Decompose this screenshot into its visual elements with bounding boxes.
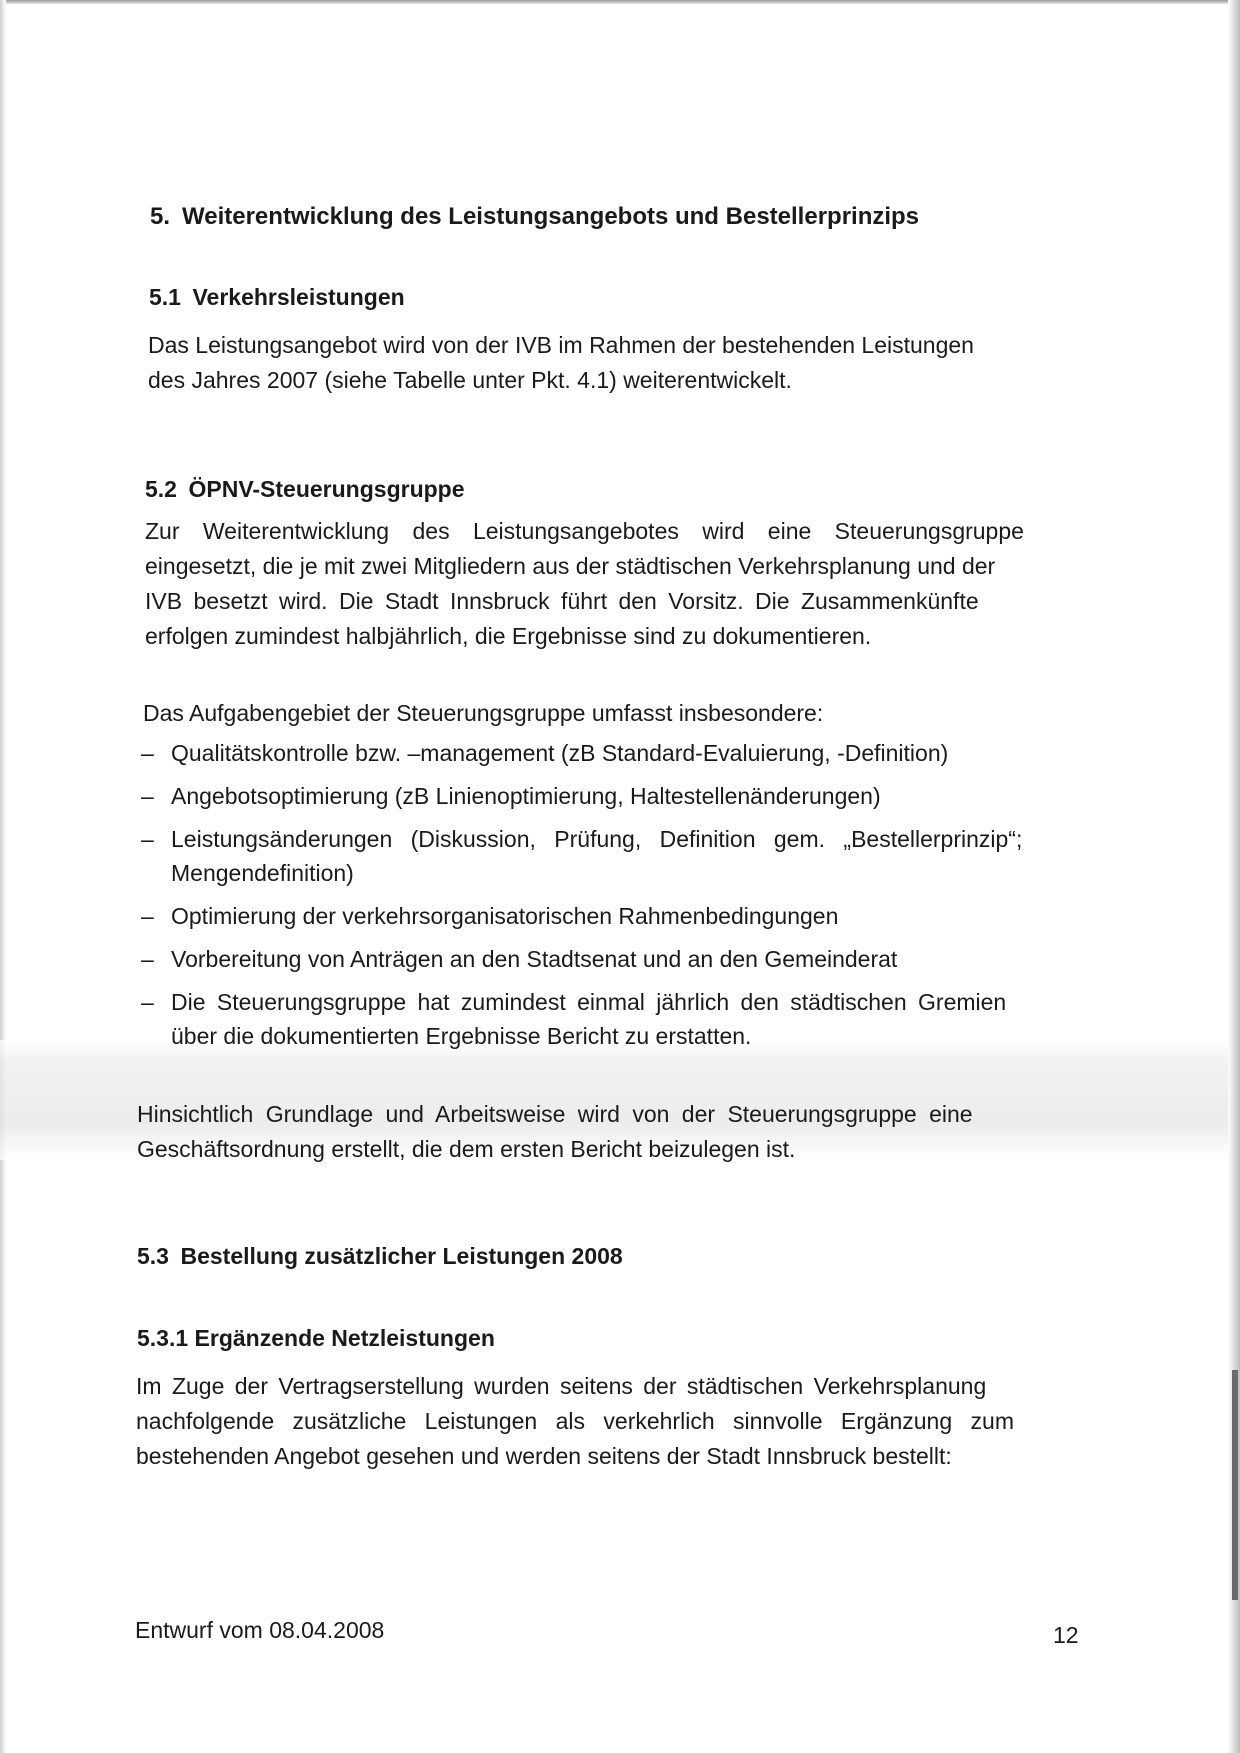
section-5-heading: 5. Weiterentwicklung des Leistungsangebots und Bestellerprinzips: [150, 203, 920, 230]
list-item-text: Vorbereitung von Anträgen an den Stadtsenat und an den Gemeinderat: [171, 946, 898, 972]
bullet-dash: –: [141, 740, 154, 766]
section-5-2-paragraph: [145, 514, 1092, 654]
list-item-text: über die dokumentierten Ergebnisse Bericht zu erstatten.: [171, 1023, 752, 1049]
section-5-3-1-heading: 5.3.1 Ergänzende Netzleistungen: [137, 1325, 495, 1351]
paragraph-line: eingesetzt, die je mit zwei Mitgliedern aus der städtischen Verkehrsplanung und der: [145, 553, 996, 579]
section-5-1-paragraph: [148, 328, 1095, 398]
list-item-text: Mengendefinition): [171, 860, 354, 886]
list-item-text: Die Steuerungsgruppe hat zumindest einmal jährlich den städtischen Gremien: [171, 989, 1007, 1015]
list-item-text: Leistungsänderungen (Diskussion, Prüfung, Definition gem. „Bestellerprinzip“;: [171, 826, 1023, 852]
list-item-text: Angebotsoptimierung (zB Linienoptimierung, Haltestellenänderungen): [171, 783, 881, 809]
bullet-dash: –: [141, 826, 154, 852]
bullet-dash: –: [141, 903, 154, 929]
paragraph-line: IVB besetzt wird. Die Stadt Innsbruck führt den Vorsitz. Die Zusammenkünfte: [145, 588, 979, 614]
task-list: [141, 736, 1089, 1062]
footer-draft-date: Entwurf vom 08.04.2008: [135, 1617, 385, 1643]
list-item: [141, 736, 1089, 770]
list-item: [141, 822, 1089, 890]
paragraph-line: bestehenden Angebot gesehen und werden seitens der Stadt Innsbruck bestellt:: [136, 1443, 952, 1469]
paragraph-line: des Jahres 2007 (siehe Tabelle unter Pkt. 4.1) weiterentwickelt.: [148, 367, 792, 393]
section-5-3-heading: 5.3 Bestellung zusätzlicher Leistungen 2008: [137, 1243, 623, 1269]
section-5-1-heading: 5.1 Verkehrsleistungen: [149, 284, 405, 310]
list-item: [141, 985, 1089, 1053]
paragraph-line: Im Zuge der Vertragserstellung wurden seitens der städtischen Verkehrsplanung: [136, 1373, 987, 1399]
list-item: [141, 942, 1089, 976]
paragraph-line: Das Leistungsangebot wird von der IVB im Rahmen der bestehenden Leistungen: [148, 332, 974, 358]
bullet-dash: –: [141, 783, 154, 809]
list-item: [141, 779, 1089, 813]
footer-page-number: 12: [1053, 1622, 1079, 1648]
paragraph-line: Geschäftsordnung erstellt, die dem ersten Bericht beizulegen ist.: [137, 1136, 796, 1162]
task-list-intro: Das Aufgabengebiet der Steuerungsgruppe umfasst insbesondere:: [143, 700, 824, 726]
section-5-2-heading: 5.2 ÖPNV-Steuerungsgruppe: [145, 476, 465, 502]
list-item: [141, 899, 1089, 933]
paragraph-line: Zur Weiterentwicklung des Leistungsangebotes wird eine Steuerungsgruppe: [145, 518, 1024, 544]
paragraph-line: Hinsichtlich Grundlage und Arbeitsweise wird von der Steuerungsgruppe eine: [137, 1101, 973, 1127]
section-5-2-closing-paragraph: [137, 1097, 1087, 1167]
list-item-text: Optimierung der verkehrsorganisatorischen Rahmenbedingungen: [171, 903, 839, 929]
section-5-3-1-paragraph: [136, 1369, 1086, 1474]
bullet-dash: –: [141, 989, 154, 1015]
paragraph-line: erfolgen zumindest halbjährlich, die Ergebnisse sind zu dokumentieren.: [145, 623, 872, 649]
bullet-dash: –: [141, 946, 154, 972]
list-item-text: Qualitätskontrolle bzw. –management (zB Standard-Evaluierung, -Definition): [171, 740, 949, 766]
paragraph-line: nachfolgende zusätzliche Leistungen als verkehrlich sinnvolle Ergänzung zum: [136, 1408, 1014, 1434]
